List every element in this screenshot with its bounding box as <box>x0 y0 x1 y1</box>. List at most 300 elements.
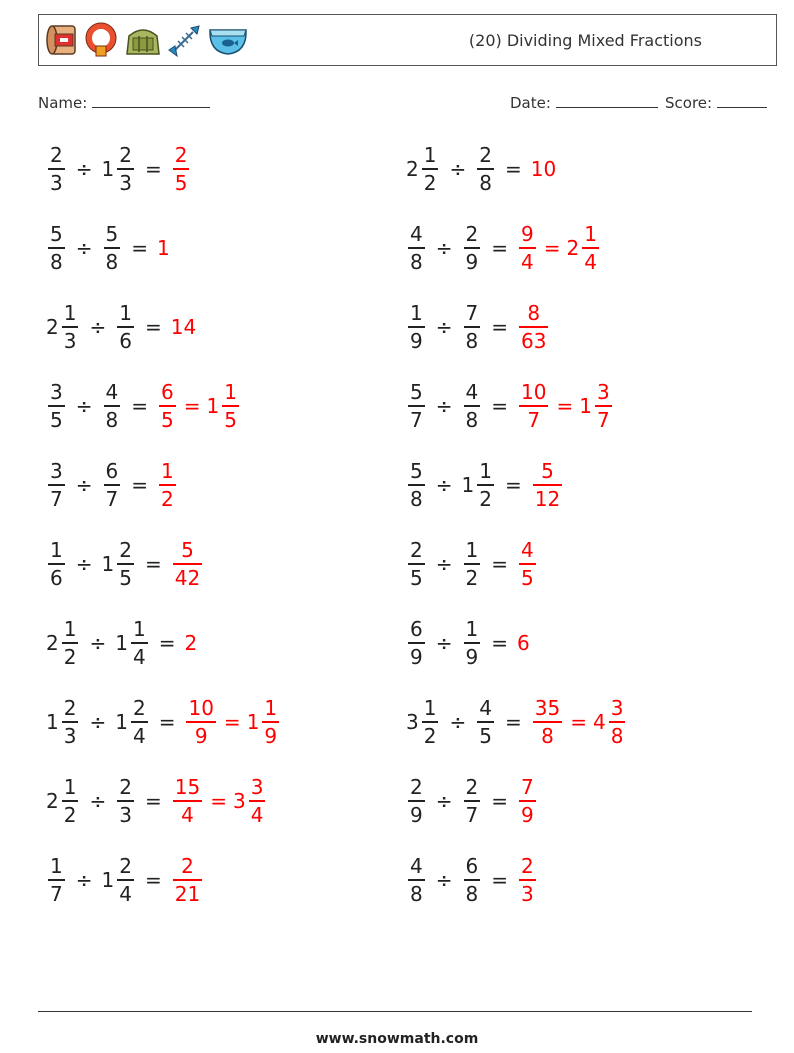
dividend <box>46 698 80 746</box>
answer-value-fraction <box>519 540 536 588</box>
answer-value <box>517 856 538 904</box>
answer-value-numerator: 2 <box>174 143 188 167</box>
answer-value-denominator: 9 <box>264 723 278 748</box>
answer-value-denominator: 12 <box>534 486 561 511</box>
answer-equals-sign: = <box>223 709 241 734</box>
divisor-numerator: 4 <box>105 380 119 404</box>
dividend-fraction <box>408 856 425 904</box>
divisor-fraction <box>117 856 134 904</box>
divisor-fraction <box>104 382 121 430</box>
answer-value-fraction <box>519 224 536 272</box>
dividend-fraction <box>408 461 425 509</box>
divide-sign: ÷ <box>435 630 453 655</box>
worksheet-header <box>38 14 777 66</box>
answer-value <box>531 157 557 181</box>
answer-value-numerator: 35 <box>534 696 561 720</box>
dividend-fraction <box>422 145 439 193</box>
problem-item <box>406 619 531 667</box>
problem-item <box>406 540 538 588</box>
answer-value-denominator: 7 <box>527 407 541 432</box>
answer-value <box>171 856 204 904</box>
divisor-fraction <box>464 540 481 588</box>
equals-sign: = <box>144 788 162 813</box>
divisor <box>115 777 136 825</box>
divisor-fraction <box>477 461 494 509</box>
dividend <box>46 461 67 509</box>
problem-item <box>46 461 178 509</box>
dividend-denominator: 3 <box>63 328 77 353</box>
dividend-fraction <box>422 698 439 746</box>
worksheet-title: (20) Dividing Mixed Fractions <box>468 31 702 50</box>
answer-value-fraction <box>173 856 202 904</box>
answer-value <box>157 382 178 430</box>
score-blank <box>717 92 767 108</box>
divisor-numerator: 4 <box>465 380 479 404</box>
equals-sign: = <box>144 867 162 892</box>
divisor-fraction <box>131 619 148 667</box>
divisor <box>462 777 483 825</box>
divisor-denominator: 8 <box>479 170 492 195</box>
dividend-denominator: 2 <box>423 723 437 748</box>
divisor-denominator: 6 <box>119 328 132 353</box>
problem-item <box>406 698 627 746</box>
answer-value-denominator: 2 <box>161 486 174 511</box>
answer-value-numerator: 10 <box>521 380 547 404</box>
answer <box>184 698 281 746</box>
equals-sign: = <box>131 472 148 497</box>
dividend-fraction <box>408 619 425 667</box>
answer-value-denominator: 63 <box>521 328 547 353</box>
problem-item <box>46 619 198 667</box>
dividend-fraction <box>48 224 65 272</box>
problem-item <box>46 303 197 351</box>
dividend-numerator: 5 <box>410 380 423 404</box>
divisor <box>475 698 496 746</box>
divisor-fraction <box>131 698 148 746</box>
dividend-fraction <box>48 145 65 193</box>
answer-value-fraction <box>519 777 536 825</box>
answer <box>517 631 531 655</box>
answer-value <box>171 145 192 193</box>
divide-sign: ÷ <box>435 314 453 339</box>
answer-value-fraction <box>582 224 599 272</box>
divide-sign: ÷ <box>75 393 93 418</box>
answer-value-fraction <box>519 303 548 351</box>
problem-item <box>46 224 171 272</box>
answer-equals-sign: = <box>543 235 561 260</box>
answer-value-denominator: 5 <box>174 170 188 195</box>
dividend-fraction <box>48 461 65 509</box>
dividend-denominator: 9 <box>410 644 423 669</box>
divide-sign: ÷ <box>75 235 93 260</box>
dividend-denominator: 8 <box>410 881 423 906</box>
divisor <box>102 145 136 193</box>
answer-value <box>207 382 241 430</box>
answer-value-fraction <box>249 777 266 825</box>
divisor-denominator: 9 <box>465 644 479 669</box>
answer-value-whole: 4 <box>592 709 606 734</box>
divide-sign: ÷ <box>89 314 107 339</box>
date-blank <box>556 92 658 108</box>
answer-value <box>171 540 204 588</box>
answer <box>171 315 197 339</box>
answer-value-whole: 10 <box>530 156 557 181</box>
dividend <box>46 382 67 430</box>
footer-url: www.snowmath.com <box>315 1031 479 1047</box>
answer-value-numerator: 1 <box>264 696 278 720</box>
divisor <box>462 303 483 351</box>
dividend <box>46 224 67 272</box>
problem-item <box>46 777 267 825</box>
dividend-denominator: 8 <box>50 249 63 274</box>
answer-value-numerator: 15 <box>174 775 201 799</box>
equals-sign: = <box>504 156 522 181</box>
answer-value-denominator: 21 <box>174 881 201 906</box>
divisor-denominator: 5 <box>119 565 132 590</box>
dividend-numerator: 4 <box>410 222 423 246</box>
answer-value-denominator: 5 <box>161 407 174 432</box>
answer-value <box>247 698 281 746</box>
dividend-numerator: 6 <box>410 617 423 641</box>
divide-sign: ÷ <box>75 156 93 181</box>
dividend-numerator: 1 <box>410 301 423 325</box>
problem-item <box>406 303 550 351</box>
divisor-numerator: 4 <box>479 696 492 720</box>
dividend-numerator: 1 <box>423 143 437 167</box>
dividend <box>406 461 427 509</box>
divisor-numerator: 1 <box>119 301 132 325</box>
life-ring-icon <box>83 22 119 58</box>
dividend-denominator: 9 <box>410 328 423 353</box>
dividend <box>46 856 67 904</box>
dividend-denominator: 6 <box>50 565 63 590</box>
divisor-denominator: 4 <box>119 881 132 906</box>
dividend-fraction <box>48 856 65 904</box>
divisor-numerator: 5 <box>105 222 119 246</box>
answer-value-denominator: 7 <box>596 407 610 432</box>
divide-sign: ÷ <box>435 472 453 497</box>
date-field <box>510 92 658 112</box>
answer <box>171 540 204 588</box>
answer-value-numerator: 5 <box>181 538 194 562</box>
equals-sign: = <box>158 630 176 655</box>
dividend-numerator: 1 <box>63 301 77 325</box>
answer-value-numerator: 10 <box>188 696 214 720</box>
dividend-whole: 1 <box>46 709 59 734</box>
equals-sign: = <box>131 235 148 260</box>
answer-value-numerator: 2 <box>521 854 534 878</box>
problem-item <box>46 145 191 193</box>
equals-sign: = <box>144 156 162 181</box>
answer-value-numerator: 5 <box>541 459 554 483</box>
answer-value-denominator: 9 <box>194 723 208 748</box>
answer-value-denominator: 4 <box>181 802 194 827</box>
divisor-whole: 1 <box>101 156 115 181</box>
divisor-numerator: 1 <box>479 459 492 483</box>
answer-value <box>184 631 198 655</box>
dividend-numerator: 3 <box>50 459 63 483</box>
divisor-numerator: 2 <box>479 143 492 167</box>
divisor-numerator: 2 <box>132 696 146 720</box>
divisor-numerator: 1 <box>465 538 479 562</box>
dividend-denominator: 5 <box>50 407 63 432</box>
divisor-fraction <box>464 224 481 272</box>
answer <box>517 303 550 351</box>
dividend-fraction <box>408 303 425 351</box>
dividend-fraction <box>408 382 425 430</box>
divisor <box>102 382 123 430</box>
divisor-denominator: 4 <box>132 723 146 748</box>
divisor-whole: 1 <box>115 630 128 655</box>
answer-value-fraction <box>595 382 612 430</box>
problem-item <box>406 382 614 430</box>
answer-value-denominator: 4 <box>521 249 534 274</box>
equals-sign: = <box>504 709 522 734</box>
divisor <box>462 619 483 667</box>
answer <box>171 145 192 193</box>
backpack-icon <box>123 22 163 58</box>
dividend-numerator: 2 <box>50 143 63 167</box>
answer-value-numerator: 3 <box>610 696 624 720</box>
dividend-fraction <box>408 777 425 825</box>
dividend-fraction <box>408 540 425 588</box>
divisor-denominator: 8 <box>465 407 479 432</box>
problem-item <box>406 224 601 272</box>
divisor-fraction <box>477 698 494 746</box>
equals-sign: = <box>491 551 508 576</box>
name-label: Name: <box>38 94 88 112</box>
divisor <box>462 382 483 430</box>
divide-sign: ÷ <box>449 156 467 181</box>
answer <box>517 856 538 904</box>
divisor-fraction <box>464 619 481 667</box>
answer <box>517 224 601 272</box>
answer <box>531 698 628 746</box>
dividend-denominator: 9 <box>410 802 423 827</box>
divisor <box>102 461 123 509</box>
answer-value-numerator: 7 <box>521 775 534 799</box>
dividend <box>46 145 67 193</box>
divisor-fraction <box>104 224 121 272</box>
dividend-denominator: 7 <box>50 881 63 906</box>
answer <box>171 777 268 825</box>
divisor-denominator: 3 <box>119 170 132 195</box>
dividend <box>406 145 440 193</box>
answer-value-fraction <box>186 698 215 746</box>
dividend-numerator: 2 <box>410 538 423 562</box>
dividend-fraction <box>48 540 65 588</box>
divisor-fraction <box>117 777 134 825</box>
dividend-numerator: 2 <box>410 775 423 799</box>
answer-value-fraction <box>519 382 548 430</box>
divisor <box>115 698 149 746</box>
fish-bone-icon <box>167 22 203 58</box>
answer-value-fraction <box>262 698 279 746</box>
dividend-whole: 2 <box>46 788 59 813</box>
answer-value-denominator: 42 <box>174 565 201 590</box>
answer-value-fraction <box>173 145 190 193</box>
divisor-numerator: 6 <box>105 459 119 483</box>
equals-sign: = <box>491 788 508 813</box>
dividend-denominator: 8 <box>410 249 423 274</box>
divide-sign: ÷ <box>89 788 107 813</box>
answer <box>157 461 178 509</box>
answer-value-whole: 2 <box>184 630 198 655</box>
answer-value <box>517 777 538 825</box>
answer-value-numerator: 1 <box>161 459 174 483</box>
equals-sign: = <box>491 235 508 260</box>
divisor <box>462 224 483 272</box>
dividend-fraction <box>62 619 79 667</box>
dividend <box>406 540 427 588</box>
dividend <box>406 619 427 667</box>
answer-value-fraction <box>159 382 176 430</box>
divisor-numerator: 2 <box>119 854 132 878</box>
divisor-whole: 1 <box>101 867 115 892</box>
dividend-denominator: 8 <box>410 486 423 511</box>
divisor <box>102 224 123 272</box>
answer-value <box>517 631 531 655</box>
divide-sign: ÷ <box>435 867 453 892</box>
fishbowl-icon <box>207 22 249 58</box>
answer <box>531 461 564 509</box>
answer-value <box>517 224 538 272</box>
divisor <box>102 540 136 588</box>
equals-sign: = <box>491 314 508 339</box>
divisor-fraction <box>117 303 134 351</box>
answer-value-denominator: 5 <box>521 565 534 590</box>
dividend-numerator: 1 <box>50 538 63 562</box>
divide-sign: ÷ <box>449 709 467 734</box>
problem-item <box>406 461 564 509</box>
answer <box>517 382 614 430</box>
dividend-numerator: 1 <box>63 775 77 799</box>
answer-value-whole: 1 <box>157 235 170 260</box>
equals-sign: = <box>504 472 522 497</box>
dividend-numerator: 2 <box>63 696 77 720</box>
divisor-denominator: 5 <box>479 723 492 748</box>
divisor <box>462 856 483 904</box>
dividend <box>406 698 440 746</box>
problem-item <box>406 777 538 825</box>
answer-value-whole: 2 <box>566 235 580 260</box>
divisor-fraction <box>464 303 481 351</box>
divisor <box>102 856 136 904</box>
divisor <box>462 540 483 588</box>
answer-value-denominator: 9 <box>521 802 534 827</box>
answer-value-whole: 14 <box>170 314 197 339</box>
answer-value <box>579 382 613 430</box>
answer-equals-sign: = <box>556 393 574 418</box>
dividend <box>46 619 80 667</box>
answer <box>531 157 557 181</box>
divisor-whole: 1 <box>461 472 475 497</box>
answer-value-denominator: 8 <box>541 723 554 748</box>
answer-equals-sign: = <box>183 393 201 418</box>
answer-value-numerator: 4 <box>521 538 534 562</box>
answer <box>517 540 538 588</box>
dividend-fraction <box>408 224 425 272</box>
divide-sign: ÷ <box>75 551 93 576</box>
divisor-numerator: 2 <box>465 775 479 799</box>
answer-equals-sign: = <box>210 788 227 813</box>
answer-value-fraction <box>519 856 536 904</box>
answer-value-numerator: 3 <box>250 775 264 799</box>
divisor-numerator: 1 <box>465 617 479 641</box>
equals-sign: = <box>158 709 176 734</box>
score-field <box>665 92 767 112</box>
answer-value-denominator: 8 <box>610 723 624 748</box>
dividend-denominator: 2 <box>63 644 77 669</box>
answer-value-fraction <box>173 540 202 588</box>
problem-item <box>46 382 241 430</box>
dividend-denominator: 3 <box>63 723 77 748</box>
divisor-numerator: 2 <box>119 143 132 167</box>
dividend-numerator: 4 <box>410 854 423 878</box>
divisor <box>475 145 496 193</box>
dividend-whole: 2 <box>46 630 59 655</box>
equals-sign: = <box>491 630 508 655</box>
dividend-numerator: 1 <box>423 696 437 720</box>
divisor-denominator: 9 <box>465 249 479 274</box>
divisor-denominator: 3 <box>119 802 132 827</box>
dividend-denominator: 5 <box>410 565 423 590</box>
answer-value <box>517 382 550 430</box>
divisor-numerator: 2 <box>119 775 132 799</box>
answer-value-fraction <box>222 382 239 430</box>
divide-sign: ÷ <box>435 551 453 576</box>
divide-sign: ÷ <box>435 235 453 260</box>
answer-value <box>184 698 217 746</box>
dividend <box>46 303 80 351</box>
answer-value <box>593 698 627 746</box>
dividend-denominator: 3 <box>50 170 63 195</box>
answer-value-numerator: 1 <box>224 380 237 404</box>
answer <box>184 631 198 655</box>
divisor-numerator: 2 <box>119 538 132 562</box>
answer-value <box>531 698 564 746</box>
dividend <box>46 777 80 825</box>
divisor <box>115 619 149 667</box>
answer-value-numerator: 3 <box>596 380 610 404</box>
problem-item <box>406 856 538 904</box>
divisor-denominator: 8 <box>105 249 119 274</box>
name-blank <box>92 92 210 108</box>
divide-sign: ÷ <box>75 472 93 497</box>
answer-value-fraction <box>533 698 562 746</box>
dividend <box>46 540 67 588</box>
problem-item <box>46 698 281 746</box>
answer-value-whole: 6 <box>517 630 530 655</box>
dividend-numerator: 1 <box>63 617 77 641</box>
answer-value <box>517 303 550 351</box>
problem-item <box>46 856 204 904</box>
answer-value <box>233 777 267 825</box>
answer-value-numerator: 1 <box>584 222 597 246</box>
divide-sign: ÷ <box>89 709 107 734</box>
divisor-fraction <box>464 856 481 904</box>
dividend-whole: 2 <box>46 314 59 339</box>
header-icons <box>45 22 249 58</box>
equals-sign: = <box>131 393 148 418</box>
dividend-numerator: 1 <box>50 854 63 878</box>
equals-sign: = <box>491 393 508 418</box>
answer <box>157 382 241 430</box>
dividend-whole: 3 <box>406 709 419 734</box>
answer-value <box>157 236 171 260</box>
divisor-fraction <box>464 777 481 825</box>
equals-sign: = <box>144 314 162 339</box>
